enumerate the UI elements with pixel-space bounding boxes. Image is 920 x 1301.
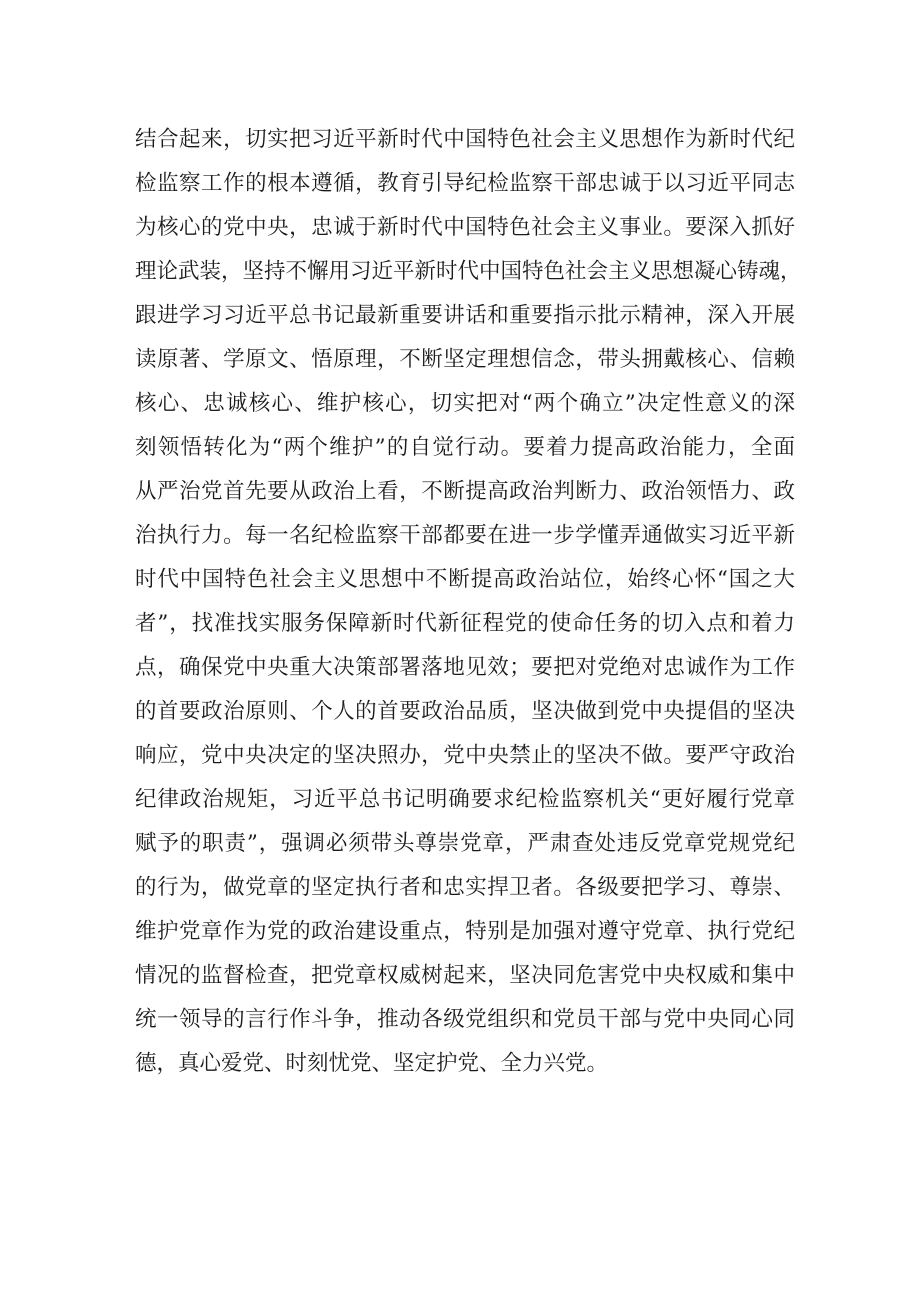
text-line: 理论武装，坚持不懈用习近平新时代中国特色社会主义思想凝心铸魂， [135, 259, 802, 284]
text-line: 刻领悟转化为“两个维护”的自觉行动。要着力提高政治能力，全面 [135, 435, 795, 460]
text-line: 结合起来，切实把习近平新时代中国特色社会主义思想作为新时代纪 [135, 127, 795, 152]
text-line: 跟进学习习近平总书记最新重要讲话和重要指示批示精神，深入开展 [135, 303, 795, 328]
text-line: 纪律政治规矩，习近平总书记明确要求纪检监察机关“更好履行党章 [135, 787, 795, 812]
text-line: 读原著、学原文、悟原理，不断坚定理想信念，带头拥戴核心、信赖 [135, 347, 795, 372]
text-line: 统一领导的言行作斗争，推动各级党组织和党员干部与党中央同心同 [135, 1007, 795, 1032]
text-line: 的首要政治原则、个人的首要政治品质，坚决做到党中央提倡的坚决 [135, 699, 795, 724]
text-line: 时代中国特色社会主义思想中不断提高政治站位，始终心怀“国之大 [135, 567, 795, 592]
text-line: 从严治党首先要从政治上看，不断提高政治判断力、政治领悟力、政 [135, 479, 795, 504]
text-line: 检监察工作的根本遵循，教育引导纪检监察干部忠诚于以习近平同志 [135, 171, 795, 196]
text-line: 情况的监督检查，把党章权威树起来，坚决同危害党中央权威和集中 [135, 963, 795, 988]
text-line: 核心、忠诚核心、维护核心，切实把对“两个确立”决定性意义的深 [135, 391, 795, 416]
text-line: 者”，找准找实服务保障新时代新征程党的使命任务的切入点和着力 [135, 611, 795, 636]
text-line: 为核心的党中央，忠诚于新时代中国特色社会主义事业。要深入抓好 [135, 215, 795, 240]
text-line: 响应，党中央决定的坚决照办，党中央禁止的坚决不做。要严守政治 [135, 743, 795, 768]
text-line: 治执行力。每一名纪检监察干部都要在进一步学懂弄通做实习近平新 [135, 523, 795, 548]
text-line: 赋予的职责”，强调必须带头尊崇党章，严肃查处违反党章党规党纪 [135, 831, 795, 856]
body-paragraph [135, 118, 802, 1086]
text-line: 德，真心爱党、时刻忧党、坚定护党、全力兴党。 [135, 1051, 609, 1076]
text-line: 维护党章作为党的政治建设重点，特别是加强对遵守党章、执行党纪 [135, 919, 795, 944]
text-line: 点，确保党中央重大决策部署落地见效；要把对党绝对忠诚作为工作 [135, 655, 795, 680]
text-line: 的行为，做党章的坚定执行者和忠实捍卫者。各级要把学习、尊崇、 [135, 875, 795, 900]
